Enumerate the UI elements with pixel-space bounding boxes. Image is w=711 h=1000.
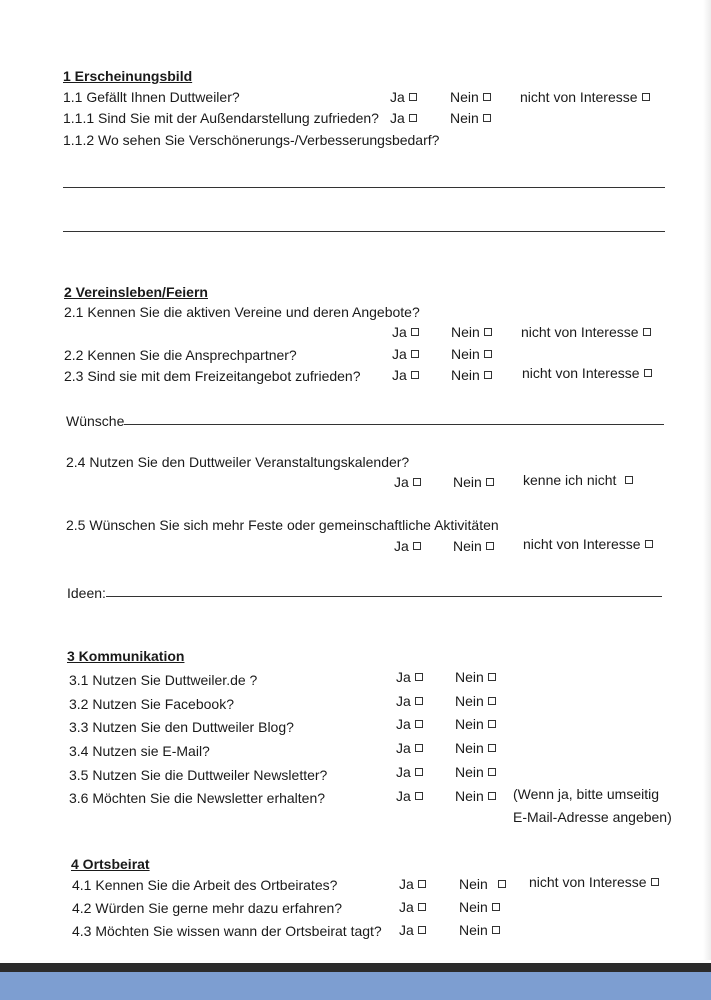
checkbox-icon[interactable]	[488, 673, 496, 681]
option-nein[interactable]: Nein	[453, 538, 494, 555]
option-nein[interactable]: Nein	[459, 876, 506, 893]
option-nicht-von-interesse[interactable]: nicht von Interesse	[522, 365, 652, 382]
answer-line[interactable]	[63, 231, 665, 232]
ideen-answer-line[interactable]	[106, 596, 662, 597]
checkbox-icon[interactable]	[415, 768, 423, 776]
checkbox-icon[interactable]	[418, 926, 426, 934]
option-nicht-von-interesse[interactable]: nicht von Interesse	[523, 536, 653, 553]
option-nein[interactable]: Nein	[450, 89, 491, 106]
newsletter-note-continued: E-Mail-Adresse angeben)	[513, 809, 672, 825]
option-ja[interactable]: Ja	[396, 788, 423, 805]
option-nein[interactable]: Nein	[453, 474, 494, 491]
question-3-3: 3.3 Nutzen Sie den Duttweiler Blog?	[69, 719, 294, 735]
option-nein[interactable]: Nein	[451, 346, 492, 363]
checkbox-icon[interactable]	[484, 371, 492, 379]
option-nicht-von-interesse[interactable]: nicht von Interesse	[529, 874, 659, 891]
question-2-2: 2.2 Kennen Sie die Ansprechpartner?	[64, 347, 297, 363]
checkbox-icon[interactable]	[409, 114, 417, 122]
option-ja[interactable]: Ja	[396, 693, 423, 710]
option-ja[interactable]: Ja	[396, 764, 423, 781]
option-ja[interactable]: Ja	[390, 110, 417, 127]
section-heading-1: 1 Erscheinungsbild	[63, 68, 193, 84]
option-nein[interactable]: Nein	[455, 669, 496, 686]
wuensche-label: Wünsche	[66, 413, 125, 429]
option-ja[interactable]: Ja	[399, 922, 426, 939]
question-4-3: 4.3 Möchten Sie wissen wann der Ortsbeirat tagt?	[72, 923, 382, 939]
answer-line[interactable]	[63, 187, 665, 188]
option-nein[interactable]: Nein	[455, 716, 496, 733]
checkbox-icon[interactable]	[411, 328, 419, 336]
wuensche-answer-line[interactable]	[124, 424, 664, 425]
newsletter-note: (Wenn ja, bitte umseitig	[513, 786, 660, 802]
question-3-2: 3.2 Nutzen Sie Facebook?	[69, 696, 234, 712]
checkbox-icon[interactable]	[498, 880, 506, 888]
checkbox-icon[interactable]	[488, 697, 496, 705]
question-3-6: 3.6 Möchten Sie die Newsletter erhalten?	[69, 790, 326, 806]
option-nein[interactable]: Nein	[451, 367, 492, 384]
checkbox-icon[interactable]	[651, 878, 659, 886]
checkbox-icon[interactable]	[488, 768, 496, 776]
option-nein[interactable]: Nein	[450, 110, 491, 127]
checkbox-icon[interactable]	[413, 542, 421, 550]
checkbox-icon[interactable]	[415, 720, 423, 728]
option-ja[interactable]: Ja	[396, 716, 423, 733]
section-heading-4: 4 Ortsbeirat	[71, 856, 150, 872]
checkbox-icon[interactable]	[484, 328, 492, 336]
checkbox-icon[interactable]	[483, 114, 491, 122]
checkbox-icon[interactable]	[409, 93, 417, 101]
option-nein[interactable]: Nein	[455, 764, 496, 781]
option-nicht-von-interesse[interactable]: nicht von Interesse	[521, 324, 651, 341]
checkbox-icon[interactable]	[488, 720, 496, 728]
option-ja[interactable]: Ja	[399, 876, 426, 893]
question-2-3: 2.3 Sind sie mit dem Freizeitangebot zufrieden?	[64, 368, 361, 384]
paper-edge-shadow	[703, 0, 711, 960]
option-nein[interactable]: Nein	[455, 693, 496, 710]
option-ja[interactable]: Ja	[390, 89, 417, 106]
checkbox-icon[interactable]	[644, 369, 652, 377]
option-kenne-ich-nicht[interactable]: kenne ich nicht	[523, 472, 633, 489]
checkbox-icon[interactable]	[492, 903, 500, 911]
checkbox-icon[interactable]	[643, 328, 651, 336]
option-ja[interactable]: Ja	[392, 324, 419, 341]
question-1-1-1: 1.1.1 Sind Sie mit der Außendarstellung zufrieden?	[63, 110, 379, 126]
checkbox-icon[interactable]	[486, 542, 494, 550]
question-3-1: 3.1 Nutzen Sie Duttweiler.de ?	[69, 672, 258, 688]
option-ja[interactable]: Ja	[396, 740, 423, 757]
checkbox-icon[interactable]	[415, 673, 423, 681]
option-nein[interactable]: Nein	[451, 324, 492, 341]
option-nicht-von-interesse[interactable]: nicht von Interesse	[520, 89, 650, 106]
option-ja[interactable]: Ja	[394, 474, 421, 491]
question-4-2: 4.2 Würden Sie gerne mehr dazu erfahren?	[72, 900, 343, 916]
checkbox-icon[interactable]	[625, 476, 633, 484]
question-1-1-2: 1.1.2 Wo sehen Sie Verschönerungs-/Verbesserungsbedarf?	[63, 132, 440, 148]
option-ja[interactable]: Ja	[392, 367, 419, 384]
option-ja[interactable]: Ja	[396, 669, 423, 686]
option-nein[interactable]: Nein	[459, 922, 500, 939]
checkbox-icon[interactable]	[411, 371, 419, 379]
scan-bottom-dark-band	[0, 963, 711, 972]
checkbox-icon[interactable]	[418, 903, 426, 911]
checkbox-icon[interactable]	[486, 478, 494, 486]
option-nein[interactable]: Nein	[455, 740, 496, 757]
scan-bottom-blue-band	[0, 972, 711, 1000]
question-3-5: 3.5 Nutzen Sie die Duttweiler Newsletter?	[69, 767, 328, 783]
option-nein[interactable]: Nein	[455, 788, 496, 805]
question-1-1: 1.1 Gefällt Ihnen Duttweiler?	[63, 89, 240, 105]
checkbox-icon[interactable]	[415, 792, 423, 800]
checkbox-icon[interactable]	[418, 880, 426, 888]
option-ja[interactable]: Ja	[392, 346, 419, 363]
checkbox-icon[interactable]	[492, 926, 500, 934]
option-ja[interactable]: Ja	[394, 538, 421, 555]
checkbox-icon[interactable]	[484, 350, 492, 358]
question-3-4: 3.4 Nutzen sie E-Mail?	[69, 743, 210, 759]
question-4-1: 4.1 Kennen Sie die Arbeit des Ortbeirates?	[72, 877, 338, 893]
question-2-1: 2.1 Kennen Sie die aktiven Vereine und deren Angebote?	[64, 304, 420, 320]
checkbox-icon[interactable]	[413, 478, 421, 486]
question-2-5: 2.5 Wünschen Sie sich mehr Feste oder gemeinschaftliche Aktivitäten	[66, 517, 499, 533]
checkbox-icon[interactable]	[642, 93, 650, 101]
question-2-4: 2.4 Nutzen Sie den Duttweiler Veranstaltungskalender?	[66, 454, 410, 470]
section-heading-2: 2 Vereinsleben/Feiern	[64, 284, 208, 300]
section-heading-3: 3 Kommunikation	[67, 648, 185, 664]
checkbox-icon[interactable]	[488, 744, 496, 752]
checkbox-icon[interactable]	[645, 540, 653, 548]
checkbox-icon[interactable]	[411, 350, 419, 358]
checkbox-icon[interactable]	[488, 792, 496, 800]
checkbox-icon[interactable]	[415, 744, 423, 752]
ideen-label: Ideen:	[67, 585, 106, 601]
checkbox-icon[interactable]	[415, 697, 423, 705]
option-nein[interactable]: Nein	[459, 899, 500, 916]
option-ja[interactable]: Ja	[399, 899, 426, 916]
checkbox-icon[interactable]	[483, 93, 491, 101]
